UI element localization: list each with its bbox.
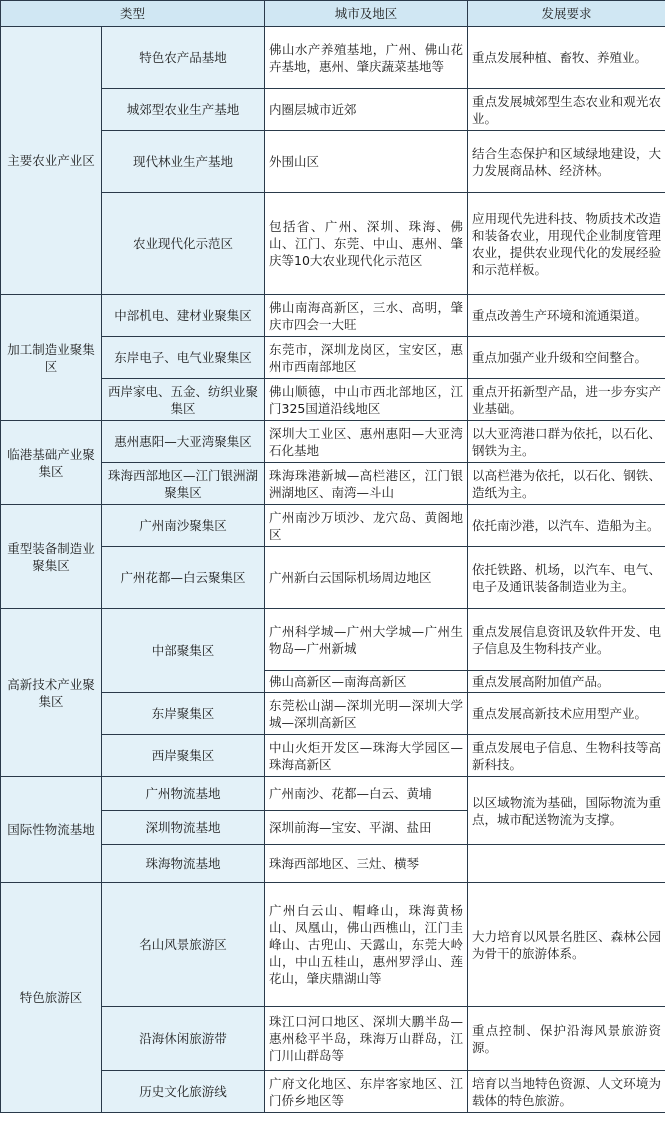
subcategory-cell: 珠海西部地区—江门银洲湖聚集区 — [102, 463, 265, 505]
city-cell: 深圳前海—宝安、平湖、盐田 — [265, 811, 468, 845]
table-row — [1, 421, 665, 463]
subcategory-cell: 中部聚集区 — [102, 609, 265, 693]
requirement-cell: 培育以当地特色资源、人文环境为载体的特色旅游。 — [468, 1071, 665, 1113]
subcategory-cell: 特色农产品基地 — [102, 27, 265, 89]
city-cell: 佛山南海高新区，三水、高明，肇庆市四会一大旺 — [265, 295, 468, 337]
header-requirement: 发展要求 — [468, 1, 665, 27]
city-cell: 珠海珠港新城—高栏港区，江门银洲湖地区、南湾—斗山 — [265, 463, 468, 505]
city-cell: 珠海西部地区、三灶、横琴 — [265, 845, 468, 883]
city-cell: 中山火炬开发区—珠海大学园区—珠海高新区 — [265, 735, 468, 777]
city-cell: 佛山水产养殖基地，广州、佛山花卉基地，惠州、肇庆蔬菜基地等 — [265, 27, 468, 89]
requirement-cell: 重点开拓新型产品，进一步夯实产业基础。 — [468, 379, 665, 421]
subcategory-cell: 西岸家电、五金、纺织业聚集区 — [102, 379, 265, 421]
subcategory-cell: 名山风景旅游区 — [102, 883, 265, 1007]
requirement-cell: 以高栏港为依托，以石化、钢铁、造纸为主。 — [468, 463, 665, 505]
subcategory-cell: 历史文化旅游线 — [102, 1071, 265, 1113]
category-cell: 特色旅游区 — [1, 883, 102, 1113]
requirement-cell: 大力培育以风景名胜区、森林公园为骨干的旅游体系。 — [468, 883, 665, 1007]
city-cell: 广州白云山、帽峰山，珠海黄杨山、凤凰山，佛山西樵山，江门圭峰山、古兜山、天露山，东莞大岭山，中山五桂山，惠州罗浮山、莲花山，肇庆鼎湖山等 — [265, 883, 468, 1007]
table-row — [1, 883, 665, 1007]
requirement-cell: 重点改善生产环境和流通渠道。 — [468, 295, 665, 337]
category-cell: 国际性物流基地 — [1, 777, 102, 883]
subcategory-cell: 农业现代化示范区 — [102, 193, 265, 295]
table-row — [1, 27, 665, 89]
city-cell: 广州科学城—广州大学城—广州生物岛—广州新城 — [265, 609, 468, 671]
subcategory-cell: 珠海物流基地 — [102, 845, 265, 883]
subcategory-cell: 中部机电、建材业聚集区 — [102, 295, 265, 337]
requirement-cell: 重点发展城郊型生态农业和观光农业。 — [468, 89, 665, 131]
requirement-cell: 结合生态保护和区域绿地建设，大力发展商品林、经济林。 — [468, 131, 665, 193]
requirement-cell: 依托南沙港，以汽车、造船为主。 — [468, 505, 665, 547]
header-city: 城市及地区 — [265, 1, 468, 27]
category-cell: 重型装备制造业聚集区 — [1, 505, 102, 609]
city-cell: 佛山高新区—南海高新区 — [265, 671, 468, 693]
category-cell: 高新技术产业聚集区 — [1, 609, 102, 777]
requirement-cell: 重点加强产业升级和空间整合。 — [468, 337, 665, 379]
subcategory-cell: 东岸聚集区 — [102, 693, 265, 735]
city-cell: 广州新白云国际机场周边地区 — [265, 547, 468, 609]
city-cell: 广州南沙万顷沙、龙穴岛、黄阁地区 — [265, 505, 468, 547]
requirement-cell: 以区域物流为基础，国际物流为重点，城市配送物流为支撑。 — [468, 777, 665, 845]
subcategory-cell: 深圳物流基地 — [102, 811, 265, 845]
requirement-cell: 依托铁路、机场，以汽车、电气、电子及通讯装备制造业为主。 — [468, 547, 665, 609]
subcategory-cell: 沿海休闲旅游带 — [102, 1007, 265, 1071]
city-cell: 外围山区 — [265, 131, 468, 193]
city-cell: 广府文化地区、东岸客家地区、江门侨乡地区等 — [265, 1071, 468, 1113]
subcategory-cell: 广州南沙聚集区 — [102, 505, 265, 547]
requirement-cell: 以大亚湾港口群为依托，以石化、钢铁为主。 — [468, 421, 665, 463]
city-cell: 东莞松山湖—深圳光明—深圳大学城—深圳高新区 — [265, 693, 468, 735]
table-row — [1, 505, 665, 547]
category-cell: 临港基础产业聚集区 — [1, 421, 102, 505]
city-cell: 包括省、广州、深圳、珠海、佛山、江门、东莞、中山、惠州、肇庆等10大农业现代化示范区 — [265, 193, 468, 295]
table-row — [1, 777, 665, 811]
subcategory-cell: 广州物流基地 — [102, 777, 265, 811]
subcategory-cell: 惠州惠阳—大亚湾聚集区 — [102, 421, 265, 463]
city-cell: 内圈层城市近郊 — [265, 89, 468, 131]
city-cell: 佛山顺德，中山市西北部地区，江门325国道沿线地区 — [265, 379, 468, 421]
requirement-cell: 重点发展高附加值产品。 — [468, 671, 665, 693]
requirement-cell: 应用现代先进科技、物质技术改造和装备农业，用现代企业制度管理农业，提供农业现代化的发展经验和示范样板。 — [468, 193, 665, 295]
requirement-cell — [468, 845, 665, 883]
subcategory-cell: 西岸聚集区 — [102, 735, 265, 777]
city-cell: 珠江口河口地区、深圳大鹏半岛—惠州稔平半岛，珠海万山群岛，江门川山群岛等 — [265, 1007, 468, 1071]
requirement-cell: 重点发展电子信息、生物科技等高新科技。 — [468, 735, 665, 777]
header-type: 类型 — [1, 1, 265, 27]
subcategory-cell: 城郊型农业生产基地 — [102, 89, 265, 131]
subcategory-cell: 广州花都—白云聚集区 — [102, 547, 265, 609]
city-cell: 深圳大工业区、惠州惠阳—大亚湾石化基地 — [265, 421, 468, 463]
table-row — [1, 295, 665, 337]
table-row — [1, 609, 665, 671]
city-cell: 广州南沙、花都—白云、黄埔 — [265, 777, 468, 811]
requirement-cell: 重点发展高新技术应用型产业。 — [468, 693, 665, 735]
header-row — [1, 1, 665, 27]
category-cell: 加工制造业聚集区 — [1, 295, 102, 421]
city-cell: 东莞市，深圳龙岗区，宝安区，惠州市西南部地区 — [265, 337, 468, 379]
subcategory-cell: 现代林业生产基地 — [102, 131, 265, 193]
subcategory-cell: 东岸电子、电气业聚集区 — [102, 337, 265, 379]
requirement-cell: 重点发展种植、畜牧、养殖业。 — [468, 27, 665, 89]
requirement-cell: 重点控制、保护沿海风景旅游资源。 — [468, 1007, 665, 1071]
requirement-cell: 重点发展信息资讯及软件开发、电子信息及生物科技产业。 — [468, 609, 665, 671]
category-cell: 主要农业产业区 — [1, 27, 102, 295]
